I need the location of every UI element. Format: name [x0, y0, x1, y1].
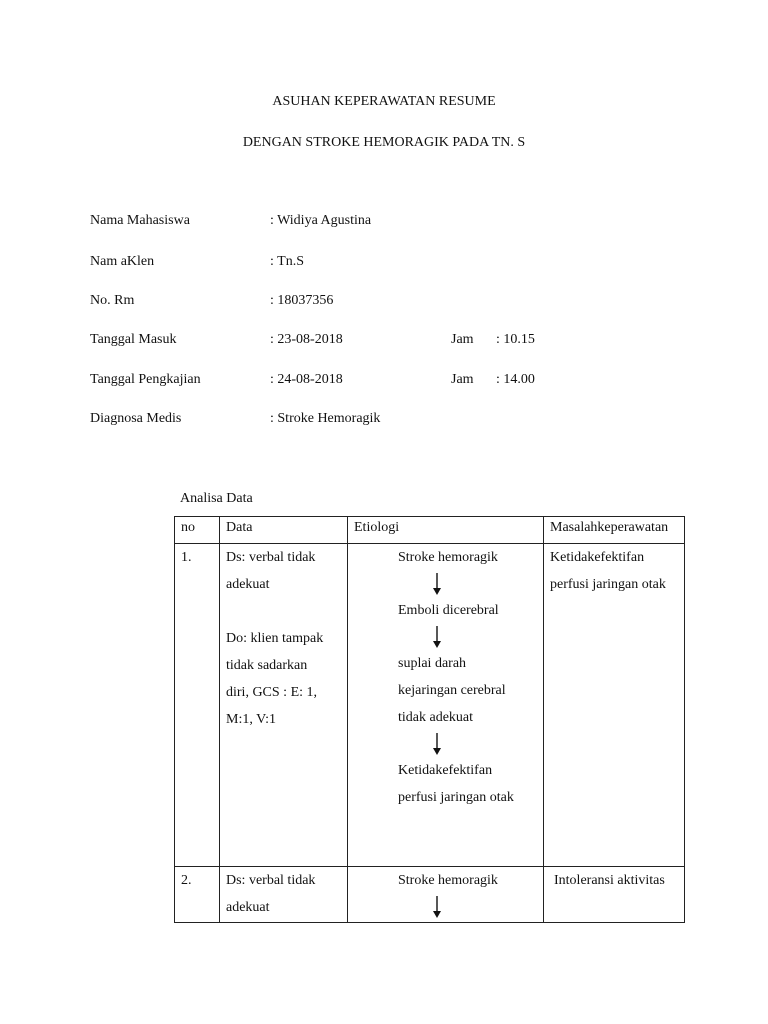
jam-value: : 14.00 [496, 372, 535, 387]
data-cell [220, 544, 348, 867]
data-line: Do: klien tampak [226, 631, 324, 646]
down-arrow-icon [429, 731, 445, 757]
data-line: diri, GCS : E: 1, [226, 685, 318, 700]
identity-value: : Widiya Agustina [270, 213, 372, 228]
table-header-row [175, 517, 685, 544]
data-line: M:1, V:1 [226, 712, 277, 727]
down-arrow-icon [429, 894, 445, 920]
identity-value: : Stroke Hemoragik [270, 411, 381, 426]
data-line: Ds: verbal tidak [226, 873, 316, 888]
masalah-cell [544, 867, 685, 923]
masalah-line: Intoleransi aktivitas [554, 873, 665, 888]
identity-value: : 18037356 [270, 293, 334, 308]
etiologi-step: perfusi jaringan otak [398, 790, 514, 805]
jam-label: Jam [451, 372, 474, 387]
identity-value: : 24-08-2018 [270, 372, 343, 387]
etiologi-step: kejaringan cerebral [398, 683, 506, 698]
down-arrow-icon [429, 571, 445, 597]
etiologi-step: Stroke hemoragik [398, 550, 498, 565]
analysis-table [174, 516, 685, 923]
identity-value: : 23-08-2018 [270, 332, 343, 347]
row-number: 1. [175, 544, 220, 867]
identity-value: : Tn.S [270, 254, 304, 269]
masalah-line: perfusi jaringan otak [550, 577, 666, 592]
identity-label: Diagnosa Medis [90, 411, 182, 426]
analysis-heading: Analisa Data [180, 491, 253, 506]
table-row [175, 544, 685, 867]
identity-label: Nama Mahasiswa [90, 213, 190, 228]
etiologi-step: Ketidakefektifan [398, 763, 493, 778]
jam-value: : 10.15 [496, 332, 535, 347]
down-arrow-icon [429, 624, 445, 650]
etiologi-step: Stroke hemoragik [398, 873, 498, 888]
identity-label: Nam aKlen [90, 254, 155, 269]
etiologi-cell [348, 867, 544, 923]
data-line: adekuat [226, 577, 270, 592]
etiologi-step: Emboli dicerebral [398, 603, 499, 618]
etiologi-step: suplai darah [398, 656, 467, 671]
data-line: adekuat [226, 900, 270, 915]
etiologi-cell [348, 544, 544, 867]
etiologi-flow [354, 544, 537, 811]
identity-label: Tanggal Masuk [90, 332, 177, 347]
column-header-data: Data [220, 517, 348, 544]
data-cell [220, 867, 348, 923]
column-header-masalah: Masalahkeperawatan [544, 517, 685, 544]
column-header-etiologi: Etiologi [348, 517, 544, 544]
blank-line [226, 598, 341, 625]
etiologi-flow [354, 867, 537, 920]
identity-label: No. Rm [90, 293, 135, 308]
row-number: 2. [175, 867, 220, 923]
document-title: ASUHAN KEPERAWATAN RESUME [272, 94, 496, 109]
jam-label: Jam [451, 332, 474, 347]
data-line: tidak sadarkan [226, 658, 308, 673]
table-row [175, 867, 685, 923]
etiologi-step: tidak adekuat [398, 710, 474, 725]
document-subtitle: DENGAN STROKE HEMORAGIK PADA TN. S [242, 135, 526, 150]
masalah-line: Ketidakefektifan [550, 550, 645, 565]
column-header-no: no [175, 517, 220, 544]
identity-label: Tanggal Pengkajian [90, 372, 201, 387]
masalah-cell [544, 544, 685, 867]
data-line: Ds: verbal tidak [226, 550, 316, 565]
